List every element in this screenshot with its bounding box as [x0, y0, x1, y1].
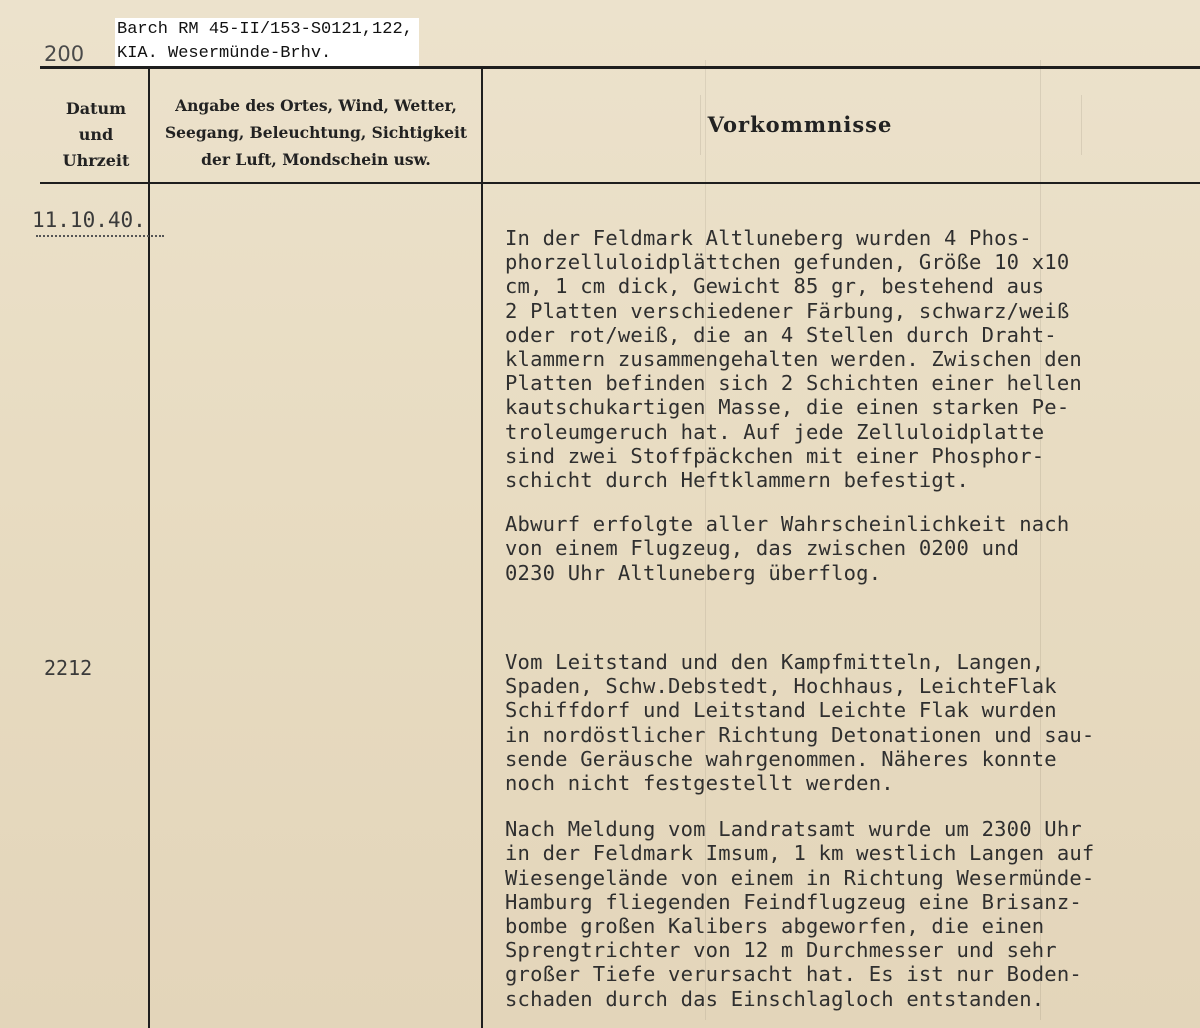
text-line: cm, 1 cm dick, Gewicht 85 gr, bestehend aus: [505, 274, 1045, 299]
text-line: oder rot/weiß, die an 4 Stellen durch Draht-: [505, 322, 1057, 347]
entry-paragraph: [505, 226, 1195, 492]
text-line: sind zwei Stoffpäckchen mit einer Phosphor-: [505, 443, 1045, 468]
text-line: klammern zusammengehalten werden. Zwischen den: [505, 347, 1082, 372]
archive-reference-line: KIA. Wesermünde-Brhv.: [117, 44, 332, 63]
header-date-line: Datum: [65, 99, 127, 118]
text-line: Nach Meldung vom Landratsamt wurde um 2300 Uhr: [505, 817, 1082, 842]
text-line: In der Feldmark Altluneberg wurden 4 Phos-: [505, 226, 1032, 250]
header-date-line: und: [78, 125, 114, 144]
header-bottom-rule: [40, 182, 1200, 184]
column-divider-location: [481, 68, 483, 1028]
text-line: bombe großen Kalibers abgeworfen, die einen: [505, 914, 1045, 939]
date-underline: [36, 234, 164, 237]
text-line: troleumgeruch hat. Auf jede Zelluloidplatte: [505, 419, 1045, 444]
text-line: Hamburg fliegenden Feindflugzeug eine Brisanz-: [505, 889, 1082, 914]
header-top-rule: [40, 66, 1200, 69]
text-line: 2 Platten verschiedener Färbung, schwarz/weiß: [505, 298, 1070, 323]
archive-reference-label: [115, 18, 419, 68]
header-location-line: Angabe des Ortes, Wind, Wetter,: [175, 96, 457, 115]
text-line: Abwurf erfolgte aller Wahrscheinlichkeit nach: [505, 512, 1070, 537]
header-location-line: Seegang, Beleuchtung, Sichtigkeit: [164, 123, 468, 142]
entry-paragraph: [505, 817, 1195, 1011]
header-location-line: der Luft, Mondschein usw.: [201, 150, 431, 169]
entry-date: 11.10.40.: [32, 208, 146, 232]
header-date-time: [44, 96, 148, 174]
text-line: Wiesengelände von einem in Richtung Wesermünde-: [505, 865, 1095, 890]
entry-paragraph: [505, 512, 1195, 585]
text-line: von einem Flugzeug, das zwischen 0200 und: [505, 536, 1020, 561]
entry-time: 2212: [44, 656, 93, 680]
text-line: in der Feldmark Imsum, 1 km westlich Langen auf: [505, 841, 1095, 866]
text-line: Schiffdorf und Leitstand Leichte Flak wurden: [505, 698, 1057, 723]
header-location-weather: [152, 92, 480, 173]
header-events: Vorkommnisse: [707, 112, 893, 137]
archive-reference-line: Barch RM 45-II/153-S0121,122,: [117, 20, 413, 39]
text-line: großer Tiefe verursacht hat. Es ist nur Boden-: [505, 962, 1082, 987]
text-line: kautschukartigen Masse, die einen starken Pe-: [505, 395, 1070, 420]
entry-paragraph: [505, 650, 1195, 795]
text-line: sende Geräusche wahrgenommen. Näheres konnte: [505, 746, 1057, 771]
header-date-line: Uhrzeit: [62, 151, 130, 170]
text-line: Platten befinden sich 2 Schichten einer hellen: [505, 371, 1082, 396]
entry-event-text: [505, 650, 1195, 1011]
text-line: schaden durch das Einschlagloch entstanden.: [505, 986, 1045, 1011]
text-line: phorzelluloidplättchen gefunden, Größe 10 x10: [505, 250, 1070, 275]
text-line: in nordöstlicher Richtung Detonationen und sau-: [505, 722, 1095, 747]
text-line: noch nicht festgestellt werden.: [505, 771, 894, 796]
text-line: Sprengtrichter von 12 m Durchmesser und sehr: [505, 938, 1057, 963]
entry-event-text: [505, 226, 1195, 585]
text-line: 0230 Uhr Altluneberg überflog.: [505, 560, 882, 585]
column-divider-date: [148, 68, 150, 1028]
text-line: Vom Leitstand und den Kampfmitteln, Langen,: [505, 650, 1045, 674]
text-line: schicht durch Heftklammern befestigt.: [505, 468, 970, 493]
page-number: 200: [44, 42, 85, 66]
text-line: Spaden, Schw.Debstedt, Hochhaus, LeichteFlak: [505, 674, 1057, 699]
